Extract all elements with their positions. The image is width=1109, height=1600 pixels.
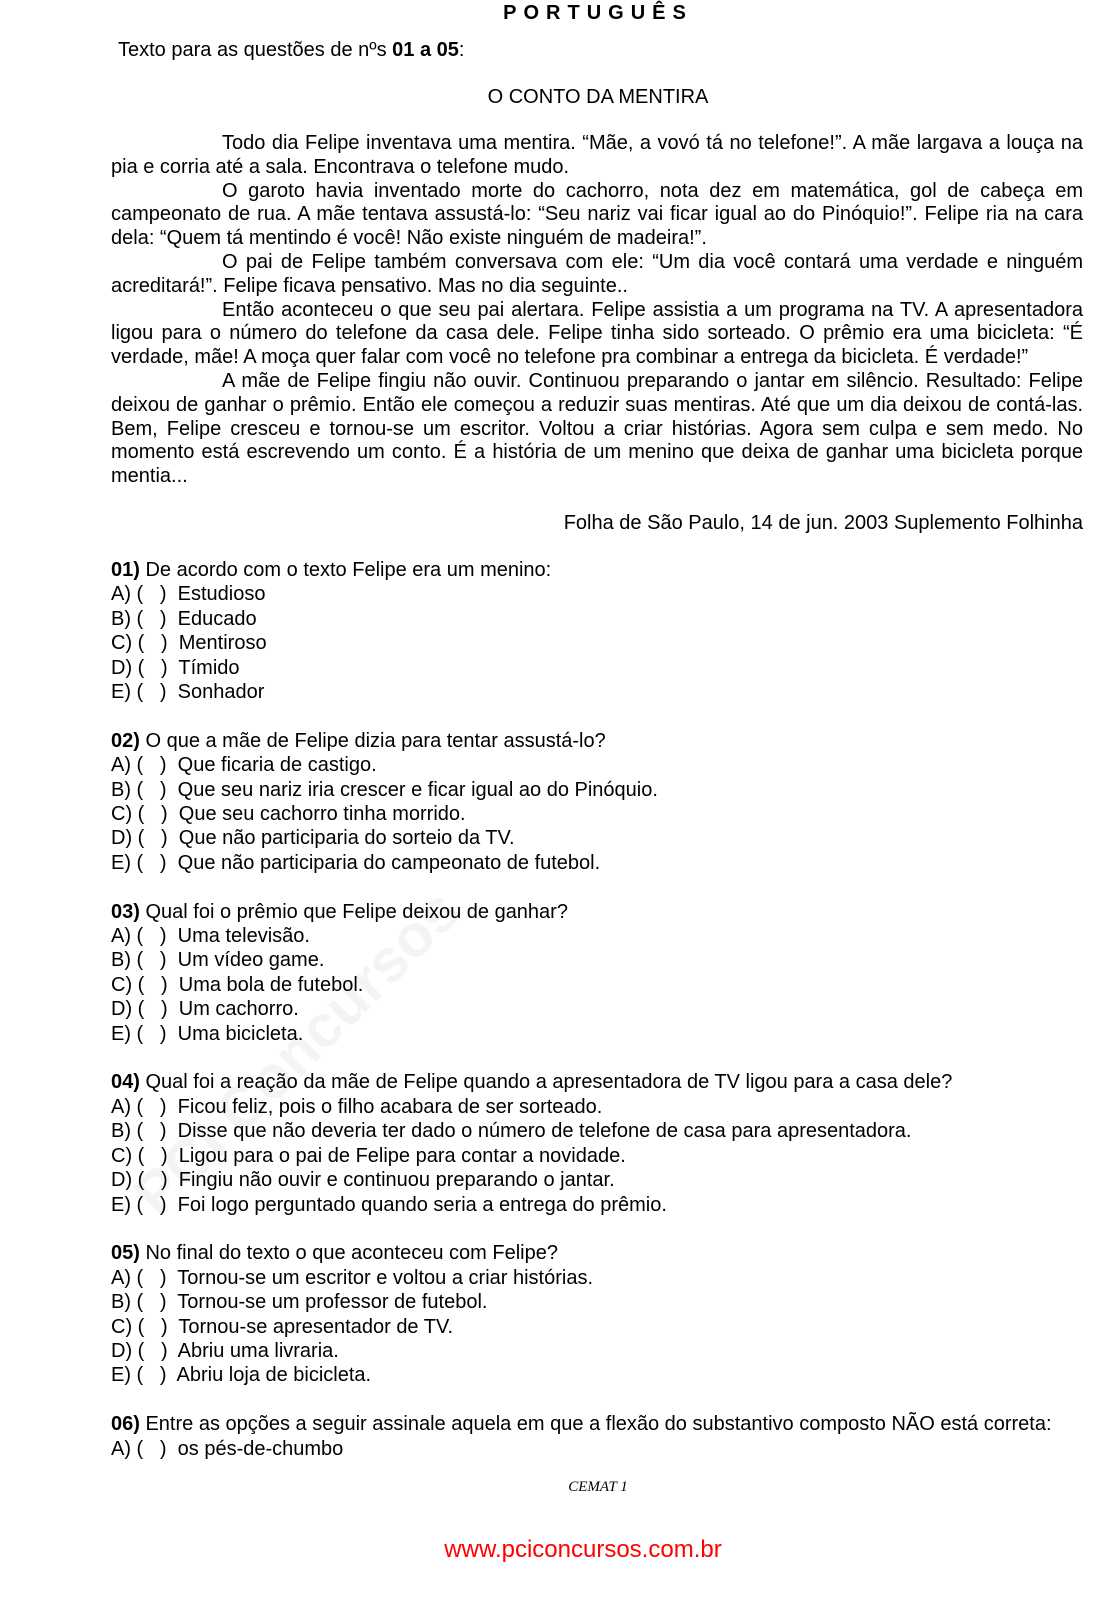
question-stem [111,1241,1101,1265]
intro-text: Texto para as questões de nºs [118,39,393,61]
answer-option[interactable]: A) ( ) Tornou-se um escritor e voltou a criar histórias. [111,1266,594,1289]
question-text: De acordo com o texto Felipe era um menino: [139,559,552,581]
answer-option[interactable]: A) ( ) Ficou feliz, pois o filho acabara de ser sorteado. [111,1095,603,1118]
question-stem [111,1412,1101,1436]
answer-option[interactable]: B) ( ) Um vídeo game. [111,949,325,972]
passage-paragraph: Então aconteceu o que seu pai alertara. Felipe assistia a um programa na TV. A apresentadora ligou para o número do telefone da casa dele. Felipe tinha sido sorteado. O prêmio era uma bicicleta: “É verdade, mãe! A moça quer falar com você no telefone pra combinar a entrega da bicicleta. É verdade!” [111,298,1083,369]
intro-colon: : [458,39,465,61]
questions [111,558,1101,1485]
answer-option[interactable]: C) ( ) Ligou para o pai de Felipe para contar a novidade. [111,1144,626,1167]
answer-option[interactable]: B) ( ) Disse que não deveria ter dado o número de telefone de casa para apresentadora. [111,1120,912,1143]
question-number: 03) [111,900,140,923]
page-footer-code: CEMAT 1 [568,1479,628,1495]
answer-option[interactable]: A) ( ) Estudioso [111,583,266,606]
answer-option[interactable]: A) ( ) Que ficaria de castigo. [111,754,377,777]
question [111,900,1101,1046]
passage [111,132,1083,489]
question [111,1241,1101,1387]
answer-option[interactable]: E) ( ) Sonhador [111,681,265,704]
answer-option[interactable]: E) ( ) Uma bicicleta. [111,1022,304,1045]
answer-option[interactable]: E) ( ) Foi logo perguntado quando seria a entrega do prêmio. [111,1193,667,1216]
answer-option[interactable]: A) ( ) os pés-de-chumbo [111,1437,344,1460]
question [111,1070,1101,1216]
answer-option[interactable]: D) ( ) Abriu uma livraria. [111,1339,339,1362]
question [111,1412,1101,1461]
question [111,558,1101,704]
answer-option[interactable]: E) ( ) Abriu loja de bicicleta. [111,1364,372,1387]
answer-option[interactable]: D) ( ) Tímido [111,656,240,679]
question-text: Entre as opções a seguir assinale aquela em que a flexão do substantivo composto NÃO está correta: [139,1413,1052,1436]
answer-option[interactable]: C) ( ) Tornou-se apresentador de TV. [111,1315,454,1338]
passage-intro [118,39,464,62]
intro-range: 01 a 05 [392,39,459,61]
question-number: 06) [111,1413,140,1436]
question-stem [111,900,1101,924]
question-text: No final do texto o que aconteceu com Felipe? [139,1242,558,1265]
passage-paragraph: A mãe de Felipe fingiu não ouvir. Continuou preparando o jantar em silêncio. Resultado: Felipe deixou de ganhar o prêmio. Então ele começou a reduzir suas mentiras. Até que um dia deixou de contá-las. Bem, Felipe cresceu e tornou-se um escritor. Voltou a criar histórias. Agora sem culpa e sem medo. No momento está escrevendo um conto. É a história de um menino que deixa de ganhar uma bicicleta porque mentia... [111,369,1083,488]
answer-option[interactable]: A) ( ) Uma televisão. [111,925,310,948]
question-stem [111,729,1101,753]
question-number: 02) [111,729,140,752]
answer-option[interactable]: E) ( ) Que não participaria do campeonato de futebol. [111,851,601,874]
question [111,729,1101,875]
question-text: Qual foi a reação da mãe de Felipe quando a apresentadora de TV ligou para a casa dele? [139,1071,953,1094]
question-number: 01) [111,559,140,581]
site-url[interactable]: www.pciconcursos.com.br [444,1536,722,1563]
question-number: 04) [111,1071,140,1094]
question-text: Qual foi o prêmio que Felipe deixou de ganhar? [139,900,568,923]
question-stem [111,1070,1101,1094]
answer-option[interactable]: D) ( ) Que não participaria do sorteio da TV. [111,827,515,850]
story-title: O CONTO DA MENTIRA [487,86,709,108]
answer-option[interactable]: B) ( ) Que seu nariz iria crescer e ficar igual ao do Pinóquio. [111,778,658,801]
answer-option[interactable]: B) ( ) Tornou-se um professor de futebol. [111,1291,488,1314]
question-text: O que a mãe de Felipe dizia para tentar assustá-lo? [139,729,606,752]
passage-paragraph: Todo dia Felipe inventava uma mentira. “Mãe, a vovó tá no telefone!”. A mãe largava a louça na pia e corria até a sala. Encontrava o telefone mudo. [111,132,1083,178]
question-number: 05) [111,1242,140,1265]
answer-option[interactable]: C) ( ) Que seu cachorro tinha morrido. [111,803,466,826]
subject-title: PORTUGUÊS [503,2,693,24]
question-stem [111,558,1101,582]
answer-option[interactable]: D) ( ) Fingiu não ouvir e continuou preparando o jantar. [111,1169,615,1192]
answer-option[interactable]: C) ( ) Mentiroso [111,632,267,655]
passage-paragraph: O pai de Felipe também conversava com ele: “Um dia você contará uma verdade e ninguém acreditará!”. Felipe ficava pensativo. Mas no dia seguinte.. [111,250,1083,297]
passage-paragraph: O garoto havia inventado morte do cachorro, nota dez em matemática, gol de cabeça em campeonato de rua. A mãe tentava assustá-lo: “Seu nariz vai ficar igual ao do Pinóquio!”. Felipe ria na cara dela: “Quem tá mentindo é você! Não existe ninguém de madeira!”. [111,179,1083,250]
answer-option[interactable]: B) ( ) Educado [111,607,257,630]
answer-option[interactable]: D) ( ) Um cachorro. [111,998,299,1021]
passage-source: Folha de São Paulo, 14 de jun. 2003 Suplemento Folhinha [563,512,1083,534]
answer-option[interactable]: C) ( ) Uma bola de futebol. [111,973,364,996]
